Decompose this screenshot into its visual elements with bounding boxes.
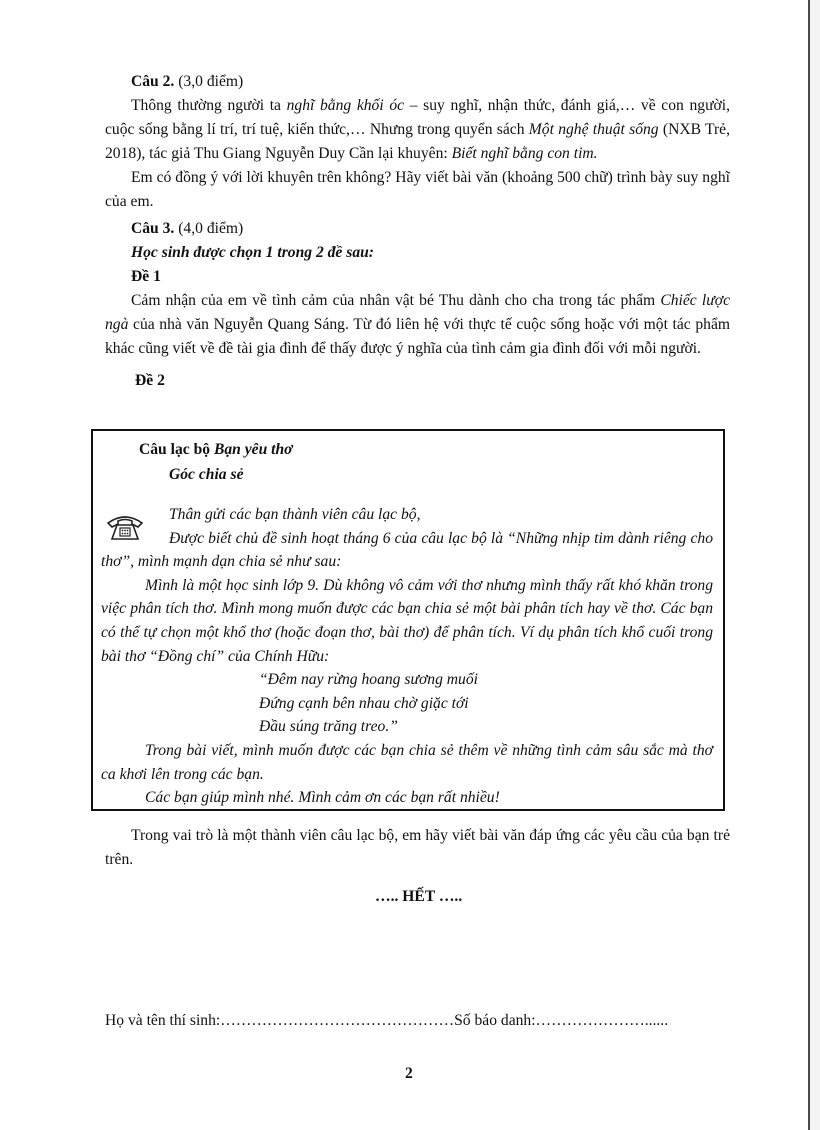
box-title: Câu lạc bộ Bạn yêu thơ <box>139 441 293 458</box>
box-subtitle: Góc chia sẻ <box>169 466 244 483</box>
de1-paragraph: Cảm nhận của em về tình cảm của nhân vật bé Thu dành cho cha trong tác phẩm Chiếc lược ngà của nhà văn Nguyễn Quang Sáng. Từ đó liên hệ với thực tế cuộc sống hoặc với một tác phẩm khác cũng viết về đề tài gia đình để thấy được ý nghĩa của tình cảm gia đình đối với mỗi người. <box>105 292 730 357</box>
box-body <box>101 503 713 810</box>
box-line3: Trong bài viết, mình muốn được các bạn chia sẻ thêm về những tình cảm sâu sắc mà thơ ca khơi lên trong các bạn. <box>101 741 713 783</box>
box-greeting: Thân gửi các bạn thành viên câu lạc bộ, <box>169 506 421 523</box>
page-gutter <box>810 0 820 1130</box>
cau2-heading: Câu 2. (3,0 điểm) <box>131 73 244 90</box>
de1-label: Đề 1 <box>131 268 161 285</box>
task-text: Trong vai trò là một thành viên câu lạc bộ, em hãy viết bài văn đáp ứng các yêu cầu của bạn trẻ trên. <box>105 827 730 868</box>
box-line1: Được biết chủ đề sinh hoạt tháng 6 của câu lạc bộ là “Những nhịp tim dành riêng cho thơ”, mình mạnh dạn chia sẻ như sau: <box>101 529 713 571</box>
exam-content <box>105 70 730 393</box>
poem-line-2: Đứng cạnh bên nhau chờ giặc tới <box>259 694 469 712</box>
cau2-task: Em có đồng ý với lời khuyên trên không? Hãy viết bài văn (khoảng 500 chữ) trình bày suy nghĩ của em. <box>105 169 730 210</box>
candidate-info-line: Họ và tên thí sinh:………………………………………Số báo danh:…………………...... <box>105 1012 669 1029</box>
end-mark: ….. HẾT ….. <box>375 888 463 905</box>
cau3-choose: Học sinh được chọn 1 trong 2 đề sau: <box>131 244 374 261</box>
box-line2: Mình là một học sinh lớp 9. Dù không vô cảm với thơ nhưng mình thấy rất khó khăn trong việc phân tích thơ. Mình mong muốn được các bạn chia sẻ một bài phân tích hay về thơ. Các bạn có thể tự chọn một khổ thơ (hoặc đoạn thơ, bài thơ) để phân tích. Ví dụ phân tích khổ cuối trong bài thơ “Đồng chí” của Chính Hữu: <box>101 576 713 665</box>
de2-task <box>105 824 730 872</box>
cau3-heading: Câu 3. (4,0 điểm) <box>131 220 244 237</box>
poem-line-1: “Đêm nay rừng hoang sương muối <box>259 671 478 689</box>
club-post-box <box>91 429 725 811</box>
cau2-paragraph: Thông thường người ta nghĩ bằng khối óc – suy nghĩ, nhận thức, đánh giá,… về con người, cuộc sống bằng lí trí, trí tuệ, kiến thức,… Nhưng trong quyển sách Một nghệ thuật sống (NXB Trẻ, 2018), tác giả Thu Giang Nguyễn Duy Cần lại khuyên: Biết nghĩ bằng con tim. <box>105 97 730 162</box>
de2-label: Đề 2 <box>135 372 165 389</box>
poem-line-3: Đầu súng trăng treo.” <box>259 718 398 736</box>
box-line4: Các bạn giúp mình nhé. Mình cảm ơn các bạn rất nhiều! <box>145 789 500 807</box>
page-number: 2 <box>405 1065 413 1082</box>
